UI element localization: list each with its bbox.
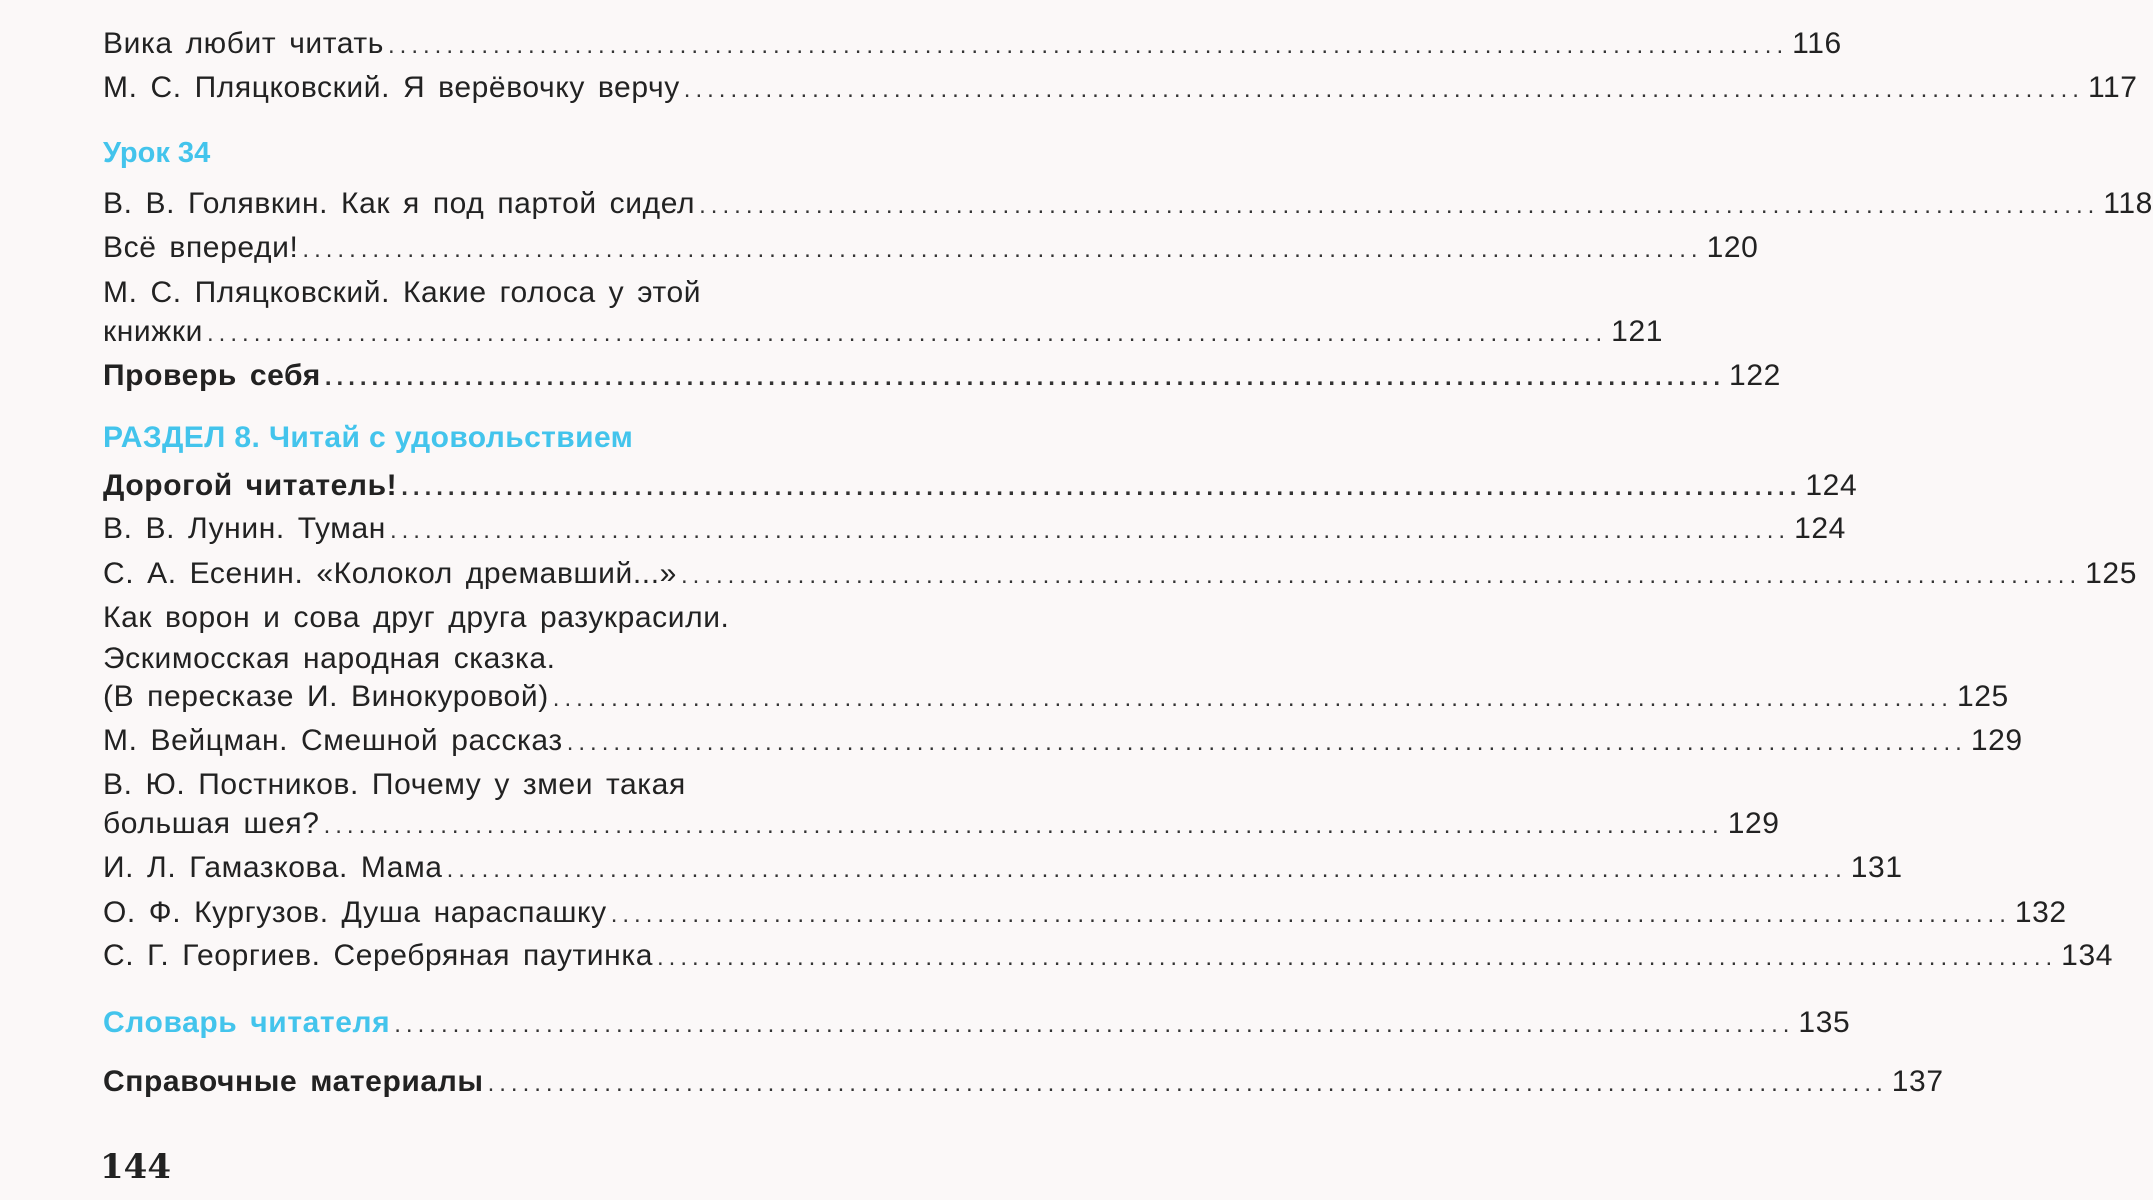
- toc-entry[interactable]: [103, 806, 1780, 844]
- toc-entry-page: 131: [1850, 851, 1903, 884]
- dot-leader: ........................................................................................................................: [487, 1070, 1888, 1097]
- toc-entry[interactable]: [103, 938, 2114, 976]
- toc-entry[interactable]: [103, 679, 2009, 717]
- toc-entry-page: 135: [1798, 1006, 1851, 1039]
- toc-entry-page: 129: [1727, 807, 1780, 840]
- page-number: 144: [100, 1147, 171, 1187]
- toc-entry-page: 132: [2014, 896, 2067, 929]
- toc-entry-title: книжки: [103, 315, 204, 348]
- toc-entry[interactable]: [103, 723, 2023, 761]
- toc-entry[interactable]: [103, 468, 1858, 506]
- toc-entry-title-line: Как ворон и сова друг друга разукрасили.: [103, 601, 730, 634]
- toc-entry-page: 117: [2087, 71, 2138, 104]
- dot-leader: ........................................................................................................................: [302, 236, 1703, 263]
- lesson-heading: Урок 34: [103, 137, 211, 169]
- toc-entry-page: 125: [1956, 680, 2009, 713]
- dot-leader: ........................................................................................................................: [387, 32, 1789, 59]
- dot-leader: ........................................................................................................................: [552, 685, 1953, 712]
- dot-leader: ........................................................................................................................: [394, 1011, 1795, 1038]
- dot-leader: ........................................................................................................................: [446, 856, 1847, 883]
- dot-leader: ........................................................................................................................: [699, 192, 2100, 219]
- toc-entry-title: М. Вейцман. Смешной рассказ: [103, 724, 563, 757]
- toc-entry-title: Вика любит читать: [103, 27, 384, 60]
- dot-leader: ........................................................................................................................: [401, 474, 1802, 501]
- toc-entry-title: большая шея?: [103, 807, 320, 840]
- toc-entry[interactable]: [103, 230, 1759, 268]
- toc-entry[interactable]: [103, 895, 2067, 933]
- toc-entry-reference[interactable]: [103, 1064, 1944, 1102]
- toc-entry-title: В. В. Голявкин. Как я под партой сидел: [103, 187, 696, 220]
- toc-entry-title: В. В. Лунин. Туман: [103, 512, 386, 545]
- dot-leader: ........................................................................................................................: [207, 320, 1608, 347]
- toc-entry-title: С. А. Есенин. «Колокол дремавший...»: [103, 557, 677, 590]
- toc-entry-page: 134: [2061, 939, 2114, 972]
- toc-entry-dictionary[interactable]: [103, 1005, 1851, 1043]
- toc-entry-title: Проверь себя: [103, 359, 321, 392]
- toc-entry-title: Всё впереди!: [103, 231, 299, 264]
- toc-entry-title-line: Эскимосская народная сказка.: [103, 642, 556, 675]
- toc-entry-title-line: М. С. Пляцковский. Какие голоса у этой: [103, 276, 702, 309]
- section-heading: РАЗДЕЛ 8. Читай с удовольствием: [103, 421, 634, 454]
- toc-entry[interactable]: [103, 850, 1903, 888]
- toc-entry-page: 137: [1891, 1065, 1944, 1098]
- toc-entry-page: 124: [1805, 469, 1858, 502]
- toc-entry-title: Дорогой читатель!: [103, 469, 398, 502]
- toc-entry-title: Словарь читателя: [103, 1006, 391, 1039]
- toc-entry-title: Справочные материалы: [103, 1065, 484, 1098]
- dot-leader: ........................................................................................................................: [323, 812, 1724, 839]
- toc-entry-title: О. Ф. Кургузов. Душа нараспашку: [103, 896, 607, 929]
- toc-entry-page: 116: [1792, 27, 1842, 60]
- toc-entry-page: 129: [1970, 724, 2023, 757]
- toc-entry[interactable]: [103, 186, 2153, 224]
- toc-entry-page: 121: [1611, 315, 1664, 348]
- toc-entry-page: 120: [1706, 231, 1759, 264]
- dot-leader: ........................................................................................................................: [566, 729, 1967, 756]
- toc-entry-title: (В пересказе И. Винокуровой): [103, 680, 549, 713]
- toc-entry-title-line: В. Ю. Постников. Почему у змеи такая: [103, 768, 686, 801]
- toc-entry[interactable]: [103, 556, 2137, 594]
- dot-leader: ........................................................................................................................: [610, 901, 2011, 928]
- toc-entry[interactable]: [103, 70, 2138, 108]
- toc-entry-title: С. Г. Георгиев. Серебряная паутинка: [103, 939, 653, 972]
- toc-entry[interactable]: [103, 314, 1664, 352]
- toc-entry-page: 125: [2085, 557, 2137, 590]
- dot-leader: ........................................................................................................................: [389, 517, 1791, 544]
- toc-entry-title: И. Л. Гамазкова. Мама: [103, 851, 443, 884]
- dot-leader: ........................................................................................................................: [657, 944, 2058, 971]
- dot-leader: ........................................................................................................................: [680, 562, 2082, 589]
- toc-entry-page: 122: [1729, 359, 1781, 392]
- toc-entry-title: М. С. Пляцковский. Я верёвочку верчу: [103, 71, 680, 104]
- toc-entry-page: 118: [2103, 187, 2153, 220]
- dot-leader: ........................................................................................................................: [324, 364, 1726, 391]
- toc-entry[interactable]: [103, 511, 1846, 549]
- toc-entry[interactable]: [103, 26, 1842, 64]
- toc-entry[interactable]: [103, 358, 1781, 396]
- dot-leader: ........................................................................................................................: [683, 76, 2084, 103]
- toc-entry-page: 124: [1794, 512, 1846, 545]
